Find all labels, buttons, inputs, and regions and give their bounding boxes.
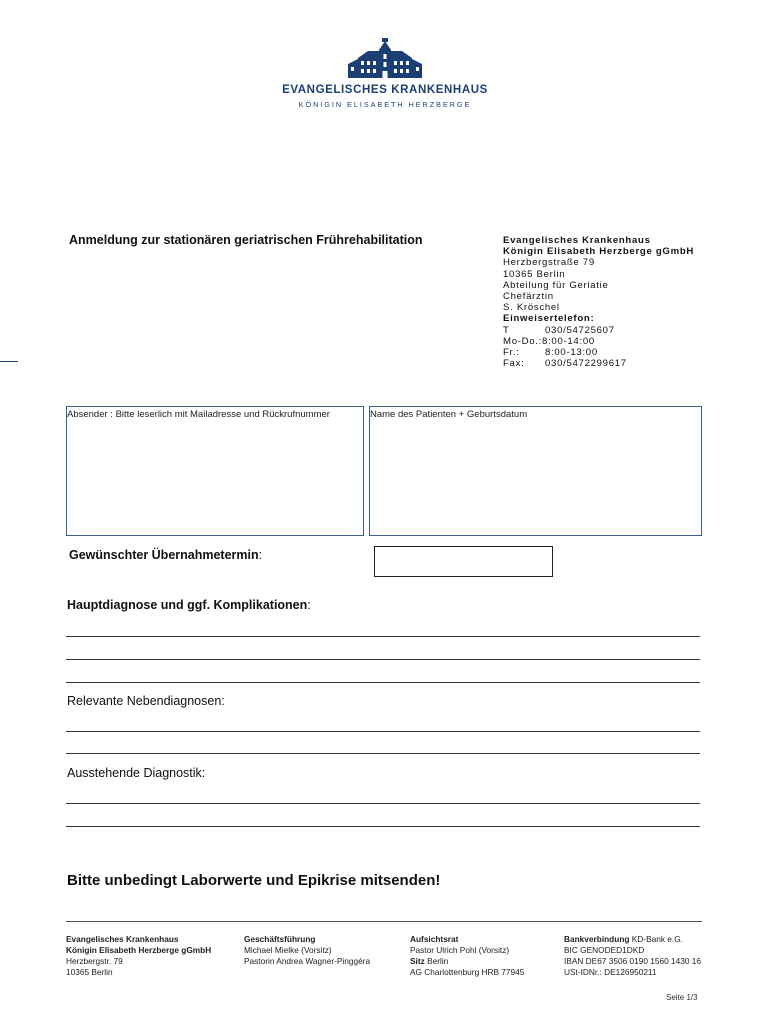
hours-key: Mo-Do.: <box>503 335 543 347</box>
main-diagnosis-colon: : <box>307 598 311 612</box>
footer-text: Pastor Ulrich Pohl (Vorsitz) <box>410 945 510 955</box>
footer-bank <box>564 934 701 978</box>
secondary-diagnoses-label: Relevante Nebendiagnosen: <box>67 694 225 708</box>
logo-wordmark: EVANGELISCHES KRANKENHAUS <box>282 84 488 96</box>
fold-mark <box>0 361 18 362</box>
form-title: Anmeldung zur stationären geriatrischen Frührehabilitation <box>69 233 423 247</box>
secondary-diagnoses-line[interactable] <box>66 731 700 732</box>
hospital-building-icon <box>348 38 422 78</box>
footer-heading: Aufsichtsrat <box>410 934 459 944</box>
footer-bank-heading <box>564 934 701 945</box>
fax-key: Fax: <box>503 358 525 370</box>
transfer-date-field[interactable] <box>374 546 553 577</box>
footer-heading: Bankverbindung <box>564 934 630 944</box>
footer-divider <box>66 921 702 922</box>
footer-seat-key: Sitz <box>410 956 425 966</box>
footer-text: AG Charlottenburg HRB 77945 <box>410 967 525 977</box>
fax-row <box>503 358 694 369</box>
transfer-date-label <box>69 548 262 562</box>
footer-text: BIC GENODED1DKD <box>564 945 645 955</box>
address-line: Herzbergstraße 79 <box>503 257 595 269</box>
hours-value: 8:00-13:00 <box>545 346 598 358</box>
footer-bank-name: KD-Bank e.G. <box>629 934 683 944</box>
referrer-phone-heading: Einweisertelefon: <box>503 313 595 325</box>
phone-key: T <box>503 324 510 336</box>
footer-text: Evangelisches Krankenhaus <box>66 934 179 944</box>
footer-management <box>244 934 370 967</box>
hours-row <box>503 336 694 347</box>
footer-text: Königin Elisabeth Herzberge gGmbH <box>66 945 212 955</box>
footer-company <box>66 934 211 978</box>
secondary-diagnoses-line[interactable] <box>66 753 700 754</box>
footer-text: Michael Mielke (Vorsitz) <box>244 945 332 955</box>
transfer-date-colon: : <box>258 548 263 562</box>
hospital-address <box>503 235 694 369</box>
footer-seat <box>410 956 524 967</box>
phone-row <box>503 325 694 336</box>
footer-heading: Geschäftsführung <box>244 934 316 944</box>
footer-text: Herzbergstr. 79 <box>66 956 123 966</box>
patient-label: Name des Patienten + Geburtsdatum <box>370 409 528 420</box>
address-line: Königin Elisabeth Herzberge gGmbH <box>503 246 695 258</box>
address-line: 10365 Berlin <box>503 268 566 280</box>
address-line: Abteilung für Geriatie <box>503 279 609 291</box>
logo-subtitle: KÖNIGIN ELISABETH HERZBERGE <box>298 100 472 109</box>
phone-value: 030/54725607 <box>545 324 615 336</box>
transfer-date-label-text: Gewünschter Übernahmetermin <box>69 548 259 562</box>
fax-value: 030/5472299617 <box>545 358 627 370</box>
main-diagnosis-line[interactable] <box>66 659 700 660</box>
footer-text: Pastorin Andrea Wagner-Pinggéra <box>244 956 371 966</box>
pending-diagnostics-label: Ausstehende Diagnostik: <box>67 766 206 780</box>
main-diagnosis-line[interactable] <box>66 636 700 637</box>
pending-diagnostics-line[interactable] <box>66 803 700 804</box>
pending-diagnostics-line[interactable] <box>66 826 700 827</box>
address-line: Evangelisches Krankenhaus <box>503 235 651 246</box>
hours-key: Fr.: <box>503 346 520 358</box>
footer-seat-value: Berlin <box>424 956 449 966</box>
page-number: Seite 1/3 <box>666 993 698 1002</box>
main-diagnosis-line[interactable] <box>66 682 700 683</box>
footer-supervisory-board <box>410 934 524 978</box>
patient-field[interactable] <box>369 406 702 536</box>
attachments-reminder: Bitte unbedingt Laborwerte und Epikrise mitsenden! <box>67 872 441 889</box>
sender-label: Absender : Bitte leserlich mit Mailadresse und Rückrufnummer <box>67 409 330 420</box>
sender-field[interactable] <box>66 406 364 536</box>
main-diagnosis-label <box>67 598 311 612</box>
address-line: S. Kröschel <box>503 302 560 314</box>
address-line: Chefärztin <box>503 290 554 302</box>
main-diagnosis-label-text: Hauptdiagnose und ggf. Komplikationen <box>67 598 308 612</box>
hospital-logo <box>270 38 500 118</box>
hours-value: 8:00-14:00 <box>542 335 595 347</box>
footer-text: 10365 Berlin <box>66 967 113 977</box>
hours-row <box>503 347 694 358</box>
footer-text: IBAN DE67 3506 0190 1560 1430 16 <box>564 956 702 966</box>
footer-text: USt-IDNr.: DE126950211 <box>564 967 657 977</box>
